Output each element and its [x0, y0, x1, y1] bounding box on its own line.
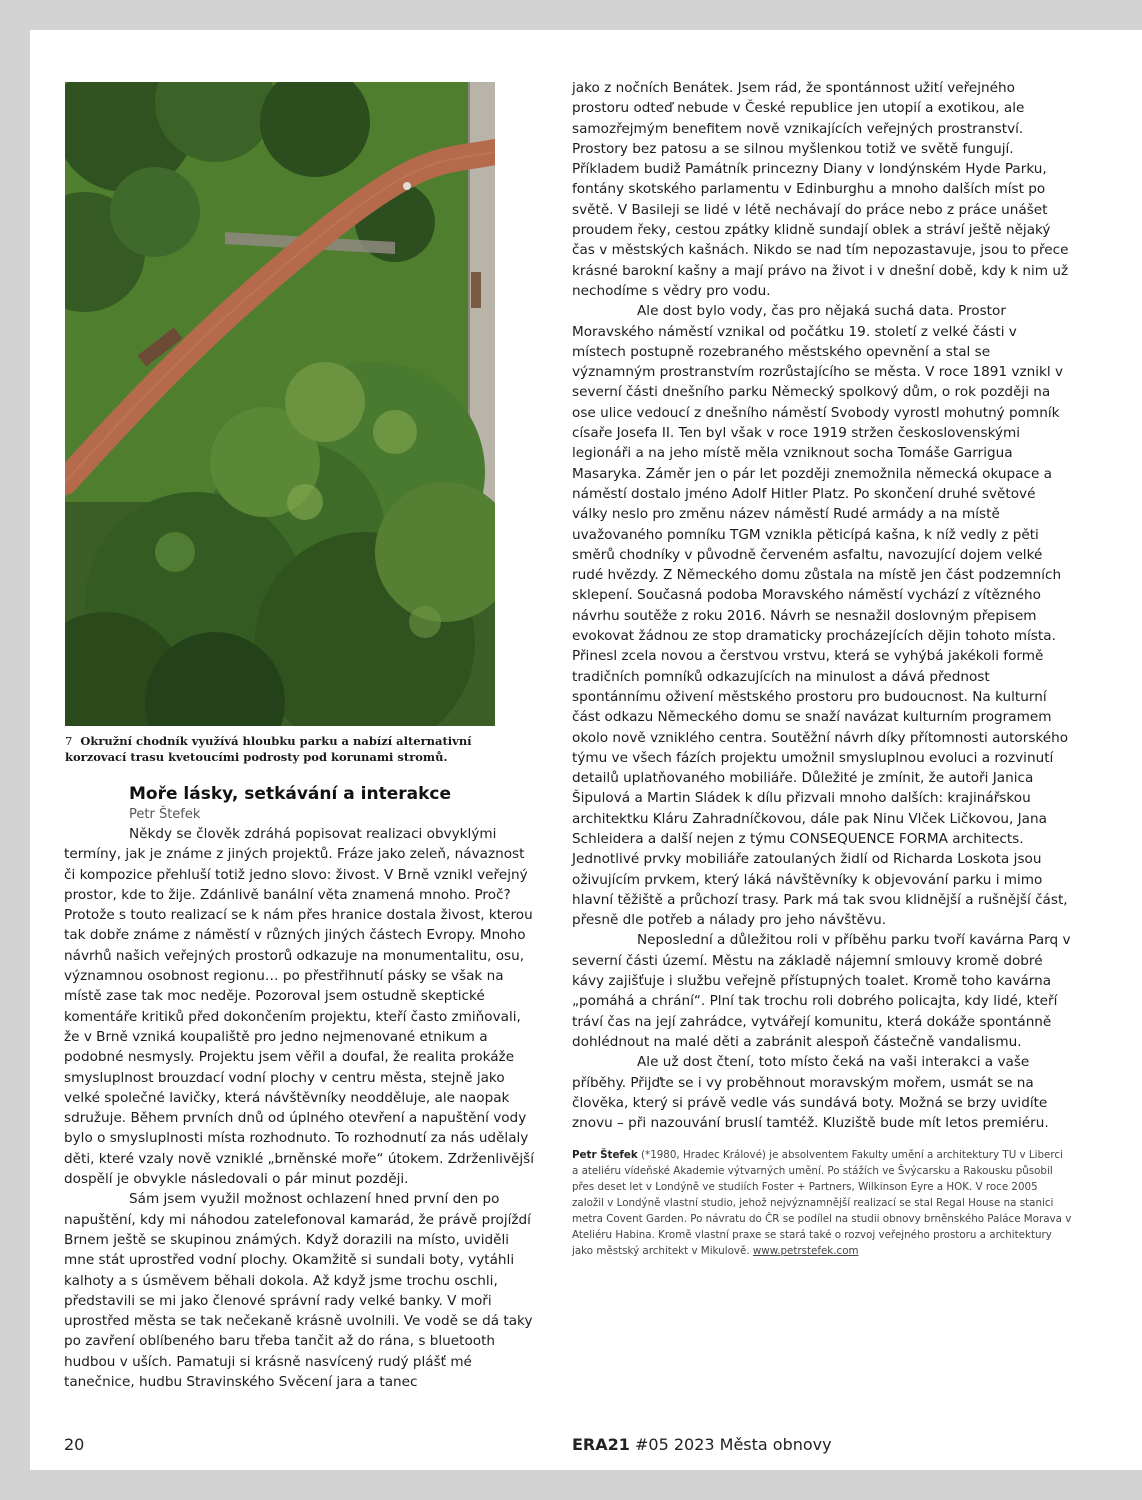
photo-caption — [65, 733, 495, 765]
park-aerial-photo — [65, 82, 495, 726]
caption-number: 7 — [65, 734, 73, 748]
publication-brand: ERA21 — [572, 1435, 630, 1454]
article-paragraph: Někdy se člověk zdráhá popisovat realizaci obvyklými termíny, jak je známe z jiných projektů. Fráze jako zeleň, návaznost či kompozice přehluší totiž jedno slovo: živost. V Brně vznikl veřejný prostor, kde to žije. Zdánlivě banální věta znamená mnoho. Proč? Protože s touto realizací se k nám přes hranice dostala živost, kterou tak dobře známe z náměstí v různých jiných částech Evropy. Mnoho návrhů našich veřejných prostorů odkazuje na monumentalitu, osu, významnou osobnost regionu… po přestřihnutí pásky se však na místě zase tak moc neděje. Pozoroval jsem ostudně skeptické komentáře kritiků před dokončením projektu, kteří často zmiňovali, že v Brně vzniká koupaliště pro jedno nejmenované etnikum a podobné nesmysly. Projektu jsem věřil a doufal, že realita prokáže smysluplnost brouzdací vodní plochy v centru města, stejně jako velké společné lavičky, která návštěvníky neodděluje, ale naopak sdružuje. Během prvních dnů od úplného otevření a napuštění vody bylo o smysluplnosti místa rozhodnuto. To rozhodnutí za nás udělaly děti, které vzaly nově vzniklé „brněnské moře“ útokem. Zdrženlivější dospělí je obvykle následovali o pár minut později. — [64, 826, 534, 1188]
publication-issue: #05 2023 Města obnovy — [629, 1435, 832, 1454]
article-column-left — [64, 782, 534, 1392]
bio-text: (*1980, Hradec Králové) je absolventem Fakulty umění a architektury TU v Liberci a ateliéru vídeňské Akademie výtvarných umění. Po stážích ve Švýcarsku a Rakousku působil přes deset let v Londýně ve studiích Foster + Partners, Wilkinson Eyre a HOK. V roce 2005 založil v Londýně vlastní studio, jehož nejvýznamnější realizací se stal Regal House na stanici metra Covent Garden. Po návratu do ČR se podílel na studii obnovy brněnského Paláce Morava v Ateliéru Habina. Kromě vlastní praxe se stará také o rozvoj veřejného prostoru a architektury jako městský architekt v Mikulově. — [572, 1149, 1072, 1258]
article-column-right — [572, 78, 1072, 1259]
author-bio — [572, 1147, 1072, 1259]
article-paragraph: jako z nočních Benátek. Jsem rád, že spontánnost užití veřejného prostoru odteď nebude v České republice jen utopií a exotikou, ale samozřejmým benefitem nově vznikajících veřejných prostranství. Prostory bez patosu a se silnou myšlenkou totiž ve světě fungují. Příkladem budiž Památník princezny Diany v londýnském Hyde Parku, fontány skotského parlamentu v Edinburghu a mnoho dalších míst po světě. V Basileji se lidé v létě nechávají do práce nebo z práce unášet proudem řeky, cestou zpátky klidně sundají oblek a stráví ještě nějaký čas v městských kašnách. Nikdo se nad tím nepozastavuje, jsou to přece krásné barokní kašny a mají právo na život i v dnešní době, kdy k nim už nechodíme s vědry pro vodu. — [572, 80, 1069, 299]
article-heading: Moře lásky, setkávání a interakce — [129, 784, 451, 804]
article-paragraph: Neposlední a důležitou roli v příběhu parku tvoří kavárna Parq v severní části území. Městu na základě nájemní smlouvy kromě dobré kávy zajišťuje i službu veřejně přístupných toalet. Kromě toho kavárna „pomáhá a chrání“. Plní tak trochu roli dobrého policajta, kdy lidé, kteří tráví čas na její zahrádce, vytvářejí komunitu, která dokáže spontánně dohlédnout na malé děti a zabránit alespoň částečně vandalismu. — [572, 932, 1071, 1050]
bio-name: Petr Štefek — [572, 1149, 638, 1162]
page-number: 20 — [64, 1435, 85, 1454]
article-paragraph: Ale už dost čtení, toto místo čeká na vaši interakci a vaše příběhy. Přijďte se i vy proběhnout moravským mořem, usmát se na člověka, který si právě vedle vás sundává boty. Možná se brzy uvidíte znovu – při nazouvání bruslí tamtéž. Kluziště bude mít letos premiéru. — [572, 1054, 1049, 1132]
caption-text: Okružní chodník využívá hloubku parku a nabízí alternativní korzovací trasu kvetoucími podrosty pod korunami stromů. — [65, 734, 472, 764]
magazine-page — [30, 30, 1142, 1470]
article-paragraph: Sám jsem využil možnost ochlazení hned první den po napuštění, kdy mi náhodou zatelefonoval kamarád, že právě projíždí Brnem ještě se skupinou známých. Když dorazili na místo, uviděli mne stát uprostřed vodní plochy. Okamžitě si sundali boty, vytáhli kalhoty a s úsměvem běhali dokola. Až když jsme trochu oschli, představili se mi jako členové správní rady velké banky. V moři uprostřed města se tak nečekaně krásně uvolnili. Ve vodě se dá taky po zavření oblíbeného baru třeba tančit až do rána, s bluetooth hudbou v uších. Pamatuji si krásně nasvícený rudý plášť mé tanečnice, hudbu Stravinského Svěcení jara a tanec — [64, 1191, 533, 1391]
park-aerial-illustration — [65, 82, 495, 726]
article-author: Petr Štefek — [129, 807, 201, 822]
bio-website-link[interactable]: www.petrstefek.com — [752, 1245, 859, 1258]
publication-footer — [572, 1435, 832, 1454]
article-paragraph: Ale dost bylo vody, čas pro nějaká suchá data. Prostor Moravského náměstí vznikal od počátku 19. století z velké části v místech postupně rozebraného městského opevnění a stal se významným prostranstvím rozrůstajícího se města. V roce 1891 vznikl v severní části dnešního parku Německý spolkový dům, o rok později na ose ulice vedoucí z dnešního náměstí Svobody vyrostl mohutný pomník císaře Josefa II. Ten byl však v roce 1919 stržen československými legionáři a na jeho místě měla vzniknout socha Tomáše Garrigua Masaryka. Záměr jen o pár let později znemožnila německá okupace a náměstí dostalo jméno Adolf Hitler Platz. Po skončení druhé světové války neslo pro změnu název náměstí Rudé armády a na místě uvažovaného pomníku TGM vznikla pěticípá kašna, k níž vedly z pěti směrů chodníky v původně červeném asfaltu, navozující dojem velké rudé hvězdy. Z Německého domu zůstala na místě jen část podzemních sklepení. Současná podoba Moravského náměstí vychází z vítězného návrhu soutěže z roku 2016. Návrh se nesnažil doslovným přepisem evokovat žádnou ze stop dramaticky procházejících dějin tohoto místa. Přinesl zcela novou a čerstvou vrstvu, která se vyhýbá jakékoli formě tradičních pomníků odkazujících na minulost a dává přednost spontánnímu oživení městského prostoru pro budoucnost. Na kulturní část odkazu Německého domu se snaží navázat kulturním programem okolo nově vzniklého centra. Soutěžní návrh díky přítomnosti autorského týmu ve všech fázích projektu umožnil smysluplnou evoluci a rozvinutí detailů uplatňovaného mobiliáře. Důležité je zmínit, že autoři Janica Šipulová a Martin Sládek k dílu přizvali mnoho dalších: krajinářskou architektku Kláru Zahradníčkovou, dále pak Ninu Vlček Ličkovou, Jana Schleidera a další nejen z týmu CONSEQUENCE FORMA architects. Jednotlivé prvky mobiliáře zatoulaných židlí od Richarda Loskota jsou oživujícím prvkem, který láká návštěvníky k objevování parku i mimo hlavní těžiště a průchozí trasy. Park má tak svou klidnější a rušnější část, přesně dle potřeb a nálady pro jeho návštěvu. — [572, 303, 1069, 929]
